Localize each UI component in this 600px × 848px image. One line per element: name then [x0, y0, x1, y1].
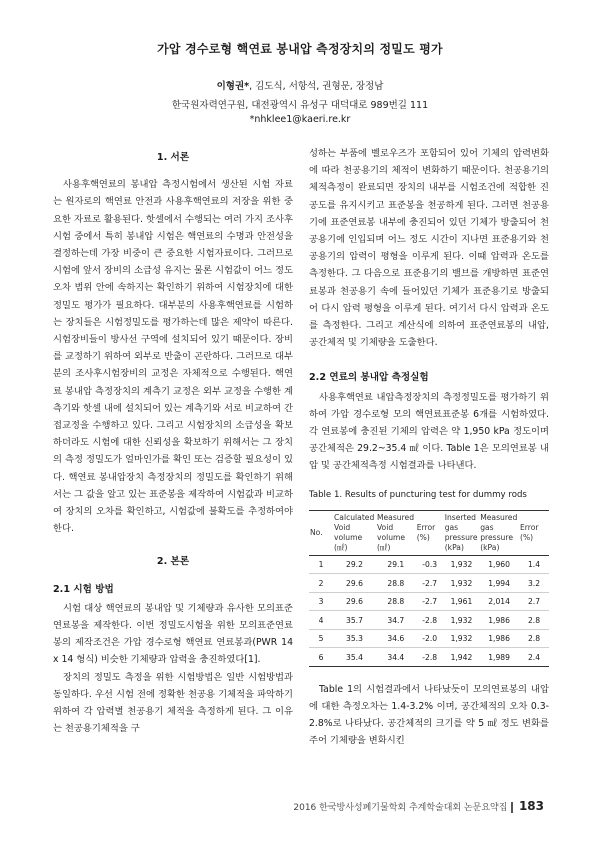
table-cell: 1,986	[479, 611, 519, 630]
table-row	[309, 648, 549, 667]
table-cell: 29.1	[376, 555, 416, 574]
table-caption: Table 1. Results of puncturing test for dummy rods	[309, 489, 527, 500]
table-row	[309, 574, 549, 593]
table-cell: 1,960	[479, 555, 519, 574]
table-cell: 29.6	[333, 592, 376, 611]
subsection-heading-test-method: 2.1 시험 방법	[53, 583, 114, 595]
header-no: No.	[309, 510, 333, 555]
table-cell: 29.6	[333, 574, 376, 593]
corresponding-author: 이형권*	[216, 81, 250, 92]
table-cell: -2.0	[416, 629, 444, 648]
table-cell: 6	[309, 648, 333, 667]
method-paragraph-2: 장치의 정밀도 측정을 위한 시험방법은 일반 시험방법과 동일하다. 우선 시험 전에 정확한 천공용 기체적을 파악하기 위하여 각 압력별 천공용기 체적을 측정하게 된다. 그 이유는 천공용기체적을 구	[53, 671, 293, 735]
footer-divider	[511, 802, 513, 813]
table-row	[309, 555, 549, 574]
table-cell: -2.7	[416, 592, 444, 611]
table-cell: 1,942	[444, 648, 479, 667]
table-cell: 1,932	[444, 574, 479, 593]
table-cell: 1,932	[444, 555, 479, 574]
table-cell: 28.8	[376, 574, 416, 593]
author-list	[0, 78, 600, 92]
table-cell: 35.7	[333, 611, 376, 630]
table-cell: 1,932	[444, 611, 479, 630]
table-cell: 5	[309, 629, 333, 648]
table-cell: 3.2	[519, 574, 549, 593]
table-cell: 1,994	[479, 574, 519, 593]
table-cell: -2.8	[416, 611, 444, 630]
paper-title: 가압 경수로형 핵연료 봉내압 측정장치의 정밀도 평가	[157, 42, 443, 56]
header-error-pressure: Error (%)	[519, 510, 549, 555]
table-cell: 1.4	[519, 555, 549, 574]
table-header-row	[309, 510, 549, 555]
table-cell: 1	[309, 555, 333, 574]
author-email: *nhklee1@kaeri.re.kr	[249, 114, 351, 125]
table-cell: 2.7	[519, 592, 549, 611]
header-calculated-void-volume: Calculated Void volume (㎖)	[333, 510, 376, 555]
table-cell: 35.3	[333, 629, 376, 648]
table-cell: 1,989	[479, 648, 519, 667]
affiliation: 한국원자력연구원, 대전광역시 유성구 대덕대로 989번길 111	[171, 100, 429, 111]
table-row	[309, 611, 549, 630]
subsection-heading-pressure-test: 2.2 연료의 봉내압 측정실험	[309, 372, 429, 384]
results-table	[309, 510, 549, 667]
table-cell: -2.8	[416, 648, 444, 667]
table-cell: 4	[309, 611, 333, 630]
section-heading-introduction: 1. 서론	[156, 152, 190, 163]
header-measured-void-volume: Measured Void volume (㎖)	[376, 510, 416, 555]
header-error-volume: Error (%)	[416, 510, 444, 555]
table-cell: 28.8	[376, 592, 416, 611]
table-cell: 1,932	[444, 629, 479, 648]
table-cell: 34.7	[376, 611, 416, 630]
co-authors: , 김도식, 서항석, 권형문, 장정남	[249, 81, 384, 92]
table-cell: 1,961	[444, 592, 479, 611]
header-inserted-gas-pressure: Inserted gas pressure (kPa)	[444, 510, 479, 555]
left-column	[53, 145, 293, 738]
table-cell: 1,986	[479, 629, 519, 648]
table-cell: 2.4	[519, 648, 549, 667]
right-column	[309, 145, 549, 750]
section-heading-body: 2. 본론	[156, 556, 190, 568]
introduction-paragraph: 사용후핵연료의 봉내압 측정시험에서 생산된 시험 자료는 원자로의 핵연료 안전과 사용후핵연료의 저장을 위한 중요한 자료로 활용된다. 핫셀에서 수행되는 여러 가지 조사후시험 중에서 특히 봉내압 시험은 핵연료의 수명과 안전성을 결정하는데 가장 비중이 큰 중요한 시험자료이다. 그러므로 시험에 앞서 장비의 소급성 유지는 물론 시험값이 어느 정도 오차 범위 안에 속하지는 확인하기 위하여 시험장치에 대한 정밀도 평가가 필요하다. 대부분의 사용후핵연료를 시험하는 장치들은 시험정밀도를 평가하는데 많은 제약이 따른다. 시험장비들이 방사선 구역에 설치되어 있기 때문이다. 장비를 교정하기 위하여 외부로 반출이 곤란하다. 그러므로 대부분의 조사후시험장비의 교정은 자체적으로 수행된다. 핵연료 봉내압 측정장치의 계측기 교정은 외부 교정을 수행한 계측기와 핫셀 내에 설치되어 있는 계측기와 서로 비교하여 간접교정을 수행하고 있다. 그리고 시험장치의 소급성을 확보하더라도 시험에 대한 신뢰성을 확보하기 위해서는 그 장치의 측정 정밀도가 얼마인가를 확인 또는 검증할 필요성이 있다. 핵연료 봉내압장치 측정장치의 정밀도를 확인하기 위해서는 그 값을 알고 있는 표준봉을 제작하여 시험값과 비교하여 장치의 오차를 확인하고, 시험값에 불확도를 추정하여야 한다.	[53, 179, 293, 535]
table-cell: 35.4	[333, 648, 376, 667]
header-measured-gas-pressure: Measured gas pressure (kPa)	[479, 510, 519, 555]
table-body	[309, 555, 549, 666]
table-cell: 3	[309, 592, 333, 611]
table-cell: -0.3	[416, 555, 444, 574]
method-paragraph-1: 시험 대상 핵연료의 봉내압 및 기체량과 유사한 모의표준연료봉을 제작한다. 이번 정밀도시험을 위한 모의표준연료봉의 제작조건은 가압 경수로형 핵연료 연료봉과(PWR 14 x 14 형식) 비슷한 기체량과 압력을 충진하였다[1].	[53, 602, 293, 666]
footer-proceedings-title: 2016 한국방사성폐기물학회 추계학술대회 논문요약집	[293, 803, 508, 813]
table-cell: 2	[309, 574, 333, 593]
table-cell: 2.8	[519, 611, 549, 630]
table-cell: 2,014	[479, 592, 519, 611]
pressure-test-paragraph: 사용후핵연료 내압측정장치의 측정정밀도를 평가하기 위하여 가압 경수로형 모의 핵연료표준봉 6개를 시험하였다. 각 연료봉에 충진된 기체의 압력은 약 1,950 kPa 정도이며 공간체적은 29.2~35.4 ㎖ 이다. Table 1은 모의연료봉 내압 및 공간체적측정 시험결과를 나타낸다.	[309, 391, 549, 472]
table-cell: -2.7	[416, 574, 444, 593]
table-row	[309, 592, 549, 611]
results-paragraph: Table 1의 시험결과에서 나타났듯이 모의연료봉의 내압에 대한 측정오차는 1.4-3.2% 이며, 공간체적의 오차 0.3-2.8%로 나타났다. 공간체적의 크기를 약 5 ㎖ 정도 변화를 주어 기체량을 변화시킨	[309, 683, 549, 747]
page-number: 183	[518, 799, 544, 813]
method-continuation-paragraph: 성하는 부품에 벨로우즈가 포함되어 있어 기체의 압력변화에 따라 천공용기의 체적이 변화하기 때문이다. 천공용기의 체적측정이 완료되면 장치의 내부를 시험조건에 적합한 진공도를 유지시키고 표준봉을 천공하게 된다. 그러면 천공용기에 표준연료봉 내부에 충진되어 있던 기체가 방출되어 천공용기에 인입되며 어느 정도 시간이 지나면 표준용기와 천공용기의 압력이 평형을 이루게 된다. 이때 압력과 온도를 측정한다. 그 다음으로 표준용기의 밸브를 개방하면 표준연료봉과 천공용기 속에 들어있던 기체가 표준용기로 방출되어 다시 압력 평형을 이루게 된다. 여기서 다시 압력과 온도를 측정한다. 그리고 계산식에 의하여 표준연료봉의 내압, 공간체적 및 기체량을 도출한다.	[309, 148, 549, 349]
table-cell: 34.4	[376, 648, 416, 667]
table-cell: 34.6	[376, 629, 416, 648]
table-cell: 29.2	[333, 555, 376, 574]
table-row	[309, 629, 549, 648]
table-cell: 2.8	[519, 629, 549, 648]
page-footer	[293, 799, 544, 813]
